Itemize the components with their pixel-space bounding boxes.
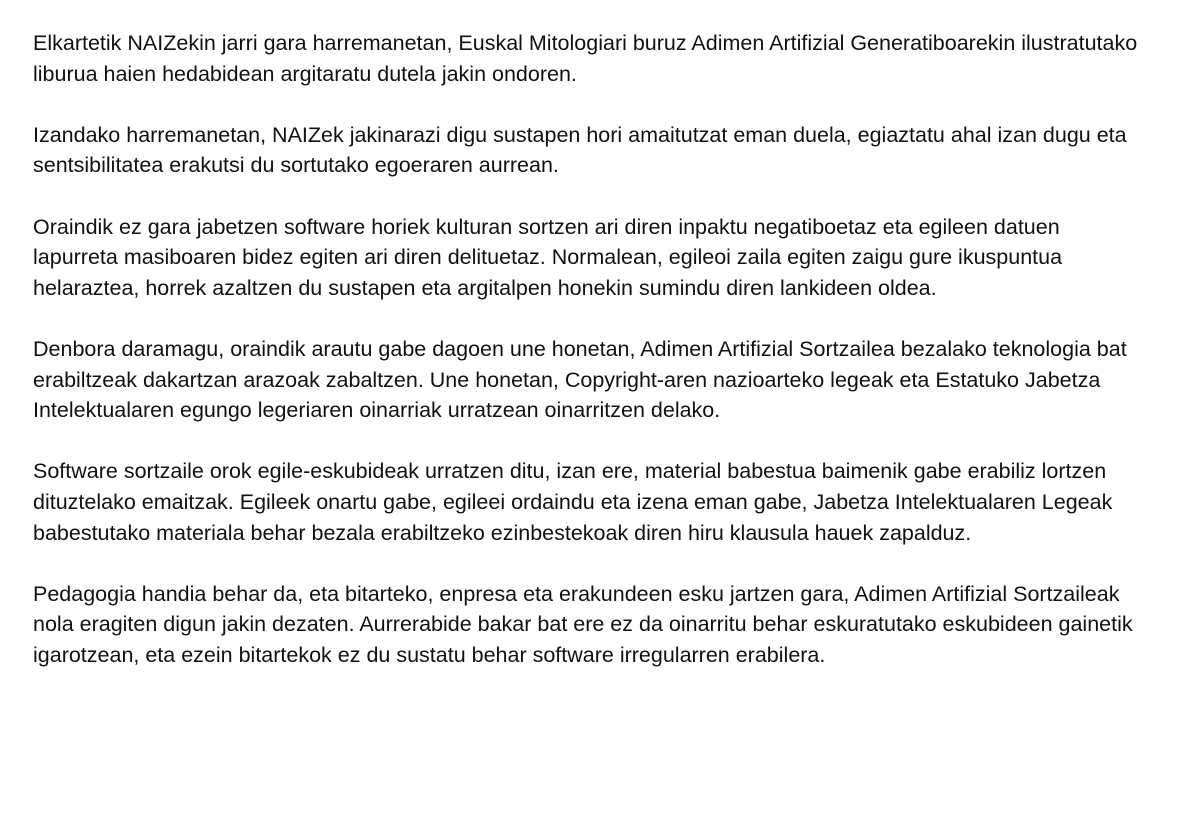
document-body	[33, 28, 1143, 670]
paragraph-4: Denbora daramagu, oraindik arautu gabe dagoen une honetan, Adimen Artifizial Sortzailea bezalako teknologia bat erabiltzeak dakartzan arazoak zabaltzen. Une honetan, Copyright-aren nazioarteko legeak eta Estatuko Jabetza Intelektualaren egungo legeriaren oinarriak urratzean oinarritzen delako.	[33, 336, 1127, 423]
paragraph-5: Software sortzaile orok egile-eskubideak urratzen ditu, izan ere, material babestua baimenik gabe erabiliz lortzen dituztelako emaitzak. Egileek onartu gabe, egileei ordaindu eta izena eman gabe, Jabetza Intelektualaren Legeak babestutako materiala behar bezala erabiltzeko ezinbestekoak diren hiru klausula hauek zapalduz.	[33, 459, 1113, 545]
paragraph-2: Izandako harremanetan, NAIZek jakinarazi digu sustapen hori amaitutzat eman duela, egiaztatu ahal izan dugu eta sentsibilitatea erakutsi du sortutako egoeraren aurrean.	[33, 122, 1127, 178]
paragraph-6: Pedagogia handia behar da, eta bitarteko, enpresa eta erakundeen esku jartzen gara, Adimen Artifizial Sortzaileak nola eragiten digun jakin dezaten. Aurrerabide bakar bat ere ez da oinarritu behar eskuratutako eskubideen gainetik igarotzean, eta ezein bitartekok ez du sustatu behar software irregularren erabilera.	[33, 581, 1133, 667]
paragraph-3: Oraindik ez gara jabetzen software horiek kulturan sortzen ari diren inpaktu negatiboetaz eta egileen datuen lapurreta masiboaren bidez egiten ari diren delituetaz. Normalean, egileoi zaila egiten zaigu gure ikuspuntua helaraztea, horrek azaltzen du sustapen eta argitalpen honekin sumindu diren lankideen oldea.	[33, 214, 1063, 300]
paragraph-1: Elkartetik NAIZekin jarri gara harremanetan, Euskal Mitologiari buruz Adimen Artifizial Generatiboarekin ilustratutako liburua haien hedabidean argitaratu dutela jakin ondoren.	[33, 31, 1138, 86]
